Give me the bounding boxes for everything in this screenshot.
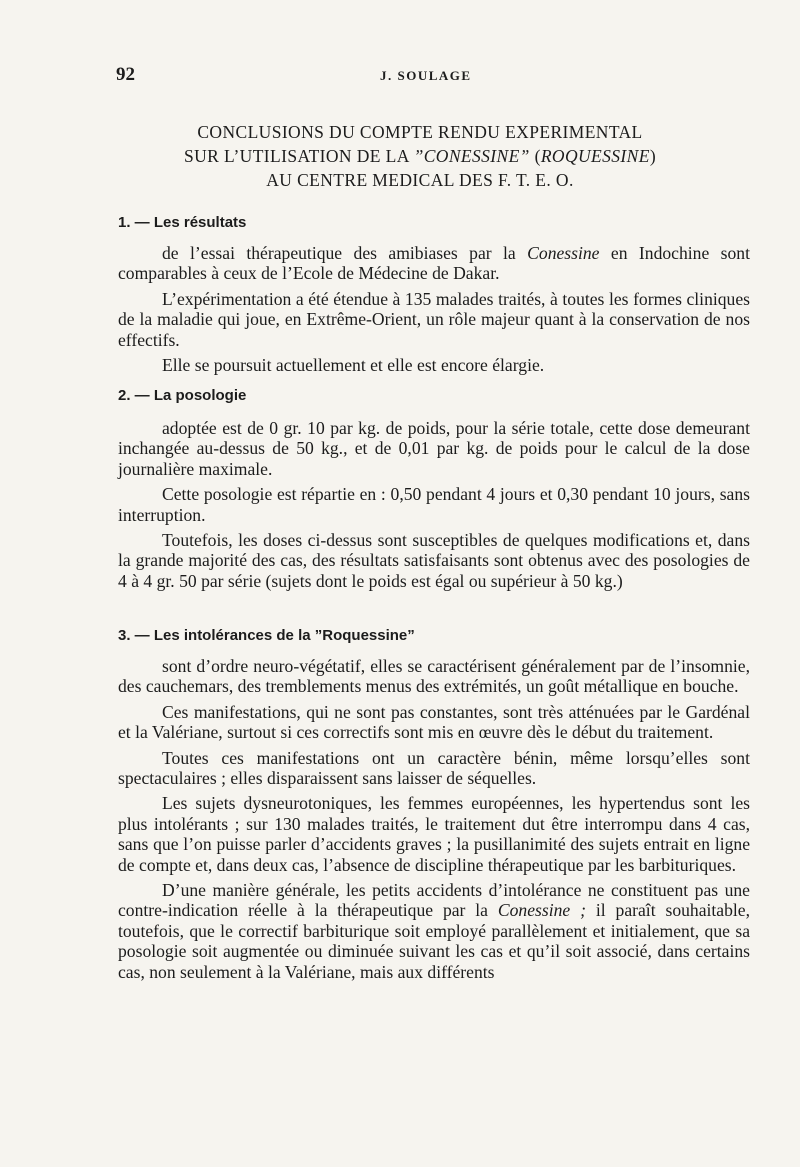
- section-2-paragraph-3: Toutefois, les doses ci-dessus sont susceptibles de quelques modifications et, dans la grande majorité des cas, des résultats satisfaisants sont obtenus avec des posologies de 4 à 4 gr. 50 par série (sujets dont le poids est égal ou supérieur à 50 kg.): [118, 530, 750, 591]
- section-2-paragraph-2: Cette posologie est répartie en : 0,50 pendant 4 jours et 0,30 pendant 10 jours, sans interruption.: [118, 484, 750, 525]
- section-1-paragraph-2: L’expérimentation a été étendue à 135 malades traités, à toutes les formes cliniques de la maladie qui joue, en Extrême-Orient, un rôle majeur quant à la conservation de nos effectifs.: [118, 288, 750, 350]
- section-3-heading: 3. — Les intolérances de la ”Roquessine”: [118, 627, 415, 644]
- section-3-body: [118, 656, 750, 987]
- section-2-body: [118, 418, 750, 596]
- title-line-2-mid: (: [529, 146, 541, 166]
- title-line-2-prefix: SUR L’UTILISATION DE LA: [183, 146, 414, 166]
- s3-p5-a: D’une manière générale, les petits accidents d’intolérance ne constituent pas une contre-indication réelle à la thérapeutique par la: [118, 880, 750, 921]
- section-3-paragraph-5: [118, 880, 750, 982]
- article-title: [100, 120, 740, 192]
- section-3-paragraph-1: sont d’ordre neuro-végétatif, elles se caractérisent généralement par de l’insomnie, des cauchemars, des tremblements menus des extrémités, un goût métallique en bouche.: [118, 656, 750, 697]
- s3-p5-conessine: Conessine ;: [497, 900, 586, 921]
- title-roquessine: ROQUESSINE: [540, 146, 650, 166]
- title-line-3: AU CENTRE MEDICAL DES F. T. E. O.: [266, 170, 574, 190]
- section-3-paragraph-2: Ces manifestations, qui ne sont pas constantes, sont très atténuées par le Gardénal et la Valériane, surtout si ces correctifs sont mis en œuvre dès le début du traitement.: [118, 701, 750, 743]
- section-2-paragraph-1: adoptée est de 0 gr. 10 par kg. de poids, pour la série totale, cette dose demeurant inchangée au-dessus de 50 kg., et de 0,01 par kg. de poids pour le calcul de la dose journalière maximale.: [118, 418, 750, 479]
- s1-p1-conessine: Conessine: [527, 243, 600, 263]
- page-number: 92: [116, 64, 135, 85]
- section-1-paragraph-3: Elle se poursuit actuellement et elle est encore élargie.: [162, 355, 545, 376]
- s1-p1-a: de l’essai thérapeutique des amibiases par la: [162, 243, 528, 263]
- title-line-1: CONCLUSIONS DU COMPTE RENDU EXPERIMENTAL: [197, 122, 643, 142]
- title-line-2-suffix: ): [649, 146, 657, 166]
- section-1-heading: 1. — Les résultats: [118, 214, 247, 231]
- running-author: J. SOULAGE: [380, 68, 472, 83]
- section-3-paragraph-3: Toutes ces manifestations ont un caractère bénin, même lorsqu’elles sont spectaculaires ; elles disparaissent sans laisser de séquelles.: [118, 747, 750, 789]
- s3-p5-b: il paraît souhaitable, toutefois, que le correctif barbiturique soit employé parallèlement et initialement, que sa posologie soit augmentée ou diminuée suivant les cas et qu’il soit associé, dans certains cas, non seulement à la Valériane, mais aux différents: [118, 900, 750, 982]
- title-conessine: ”CONESSINE”: [413, 146, 530, 166]
- title-line-2: [100, 144, 740, 168]
- section-3-paragraph-4: Les sujets dysneurotoniques, les femmes européennes, les hypertendus sont les plus intolérants ; sur 130 malades traités, le traitement dut être interrompu dans 4 cas, sans que l’on puisse parler d’accidents graves ; la pusillanimité des sujets entrait en ligne de compte et, dans deux cas, l’absence de discipline thérapeutique par les barbituriques.: [118, 793, 750, 875]
- section-1-paragraph-1: [118, 243, 750, 284]
- section-1-body: [118, 243, 750, 380]
- section-2-heading: 2. — La posologie: [118, 387, 247, 404]
- s1-p1-b: en Indochine sont comparables à ceux de l’Ecole de Médecine de Dakar.: [118, 243, 750, 284]
- running-header: [0, 64, 800, 88]
